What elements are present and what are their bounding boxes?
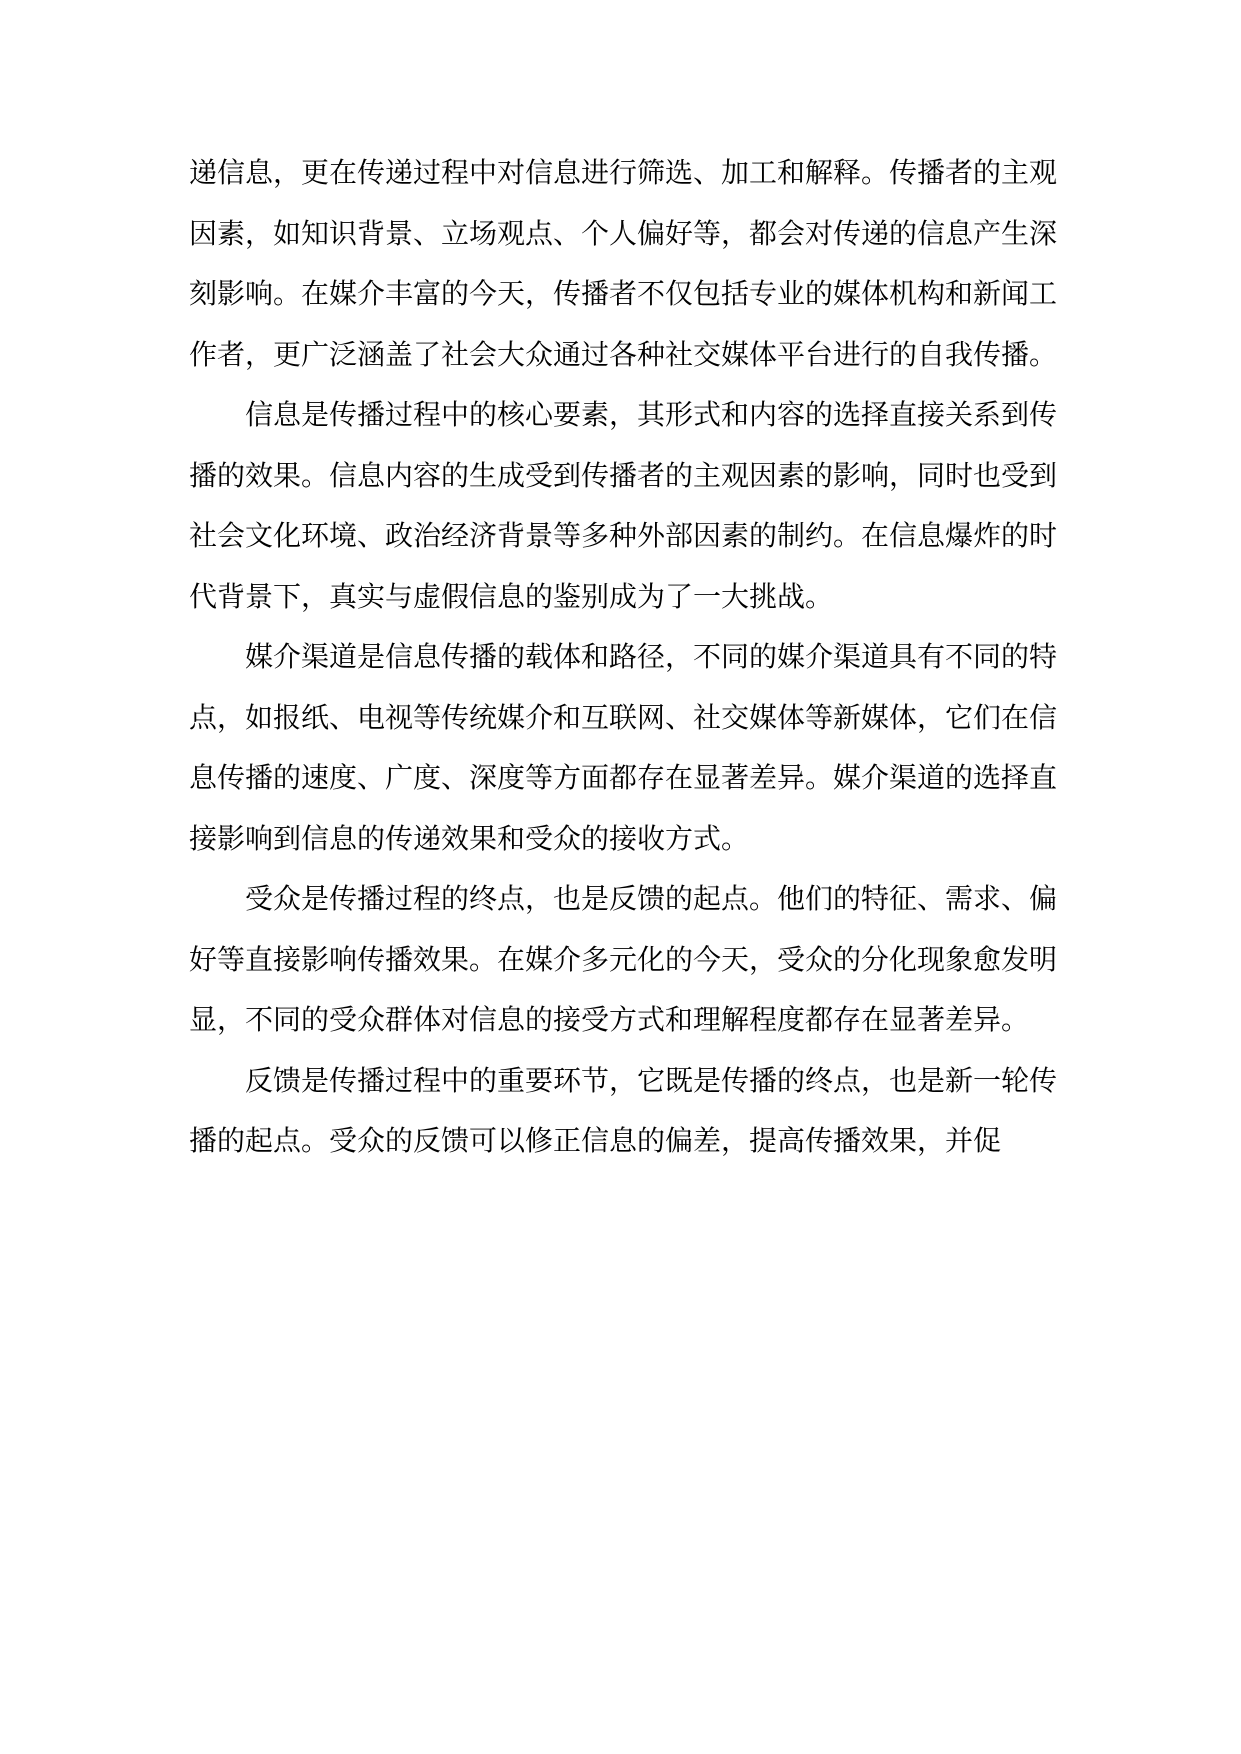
paragraph-media-channel: 媒介渠道是信息传播的载体和路径，不同的媒介渠道具有不同的特点，如报纸、电视等传统媒介和互联网、社交媒体等新媒体，它们在信息传播的速度、广度、深度等方面都存在显著差异。媒介渠道的选择直接影响到信息的传递效果和受众的接收方式。 — [189, 640, 1058, 855]
paragraph-communicator: 递信息，更在传递过程中对信息进行筛选、加工和解释。传播者的主观因素，如知识背景、立场观点、个人偏好等，都会对传递的信息产生深刻影响。在媒介丰富的今天，传播者不仅包括专业的媒体机构和新闻工作者，更广泛涵盖了社会大众通过各种社交媒体平台进行的自我传播。 — [189, 156, 1058, 371]
body-text — [189, 143, 1057, 1172]
paragraph-information: 信息是传播过程中的核心要素，其形式和内容的选择直接关系到传播的效果。信息内容的生成受到传播者的主观因素的影响，同时也受到社会文化环境、政治经济背景等多种外部因素的制约。在信息爆炸的时代背景下，真实与虚假信息的鉴别成为了一大挑战。 — [189, 398, 1058, 613]
paragraph-audience: 受众是传播过程的终点，也是反馈的起点。他们的特征、需求、偏好等直接影响传播效果。在媒介多元化的今天，受众的分化现象愈发明显，不同的受众群体对信息的接受方式和理解程度都存在显著差异。 — [189, 882, 1058, 1036]
paragraph-feedback: 反馈是传播过程中的重要环节，它既是传播的终点，也是新一轮传播的起点。受众的反馈可以修正信息的偏差，提高传播效果，并促 — [189, 1063, 1058, 1157]
